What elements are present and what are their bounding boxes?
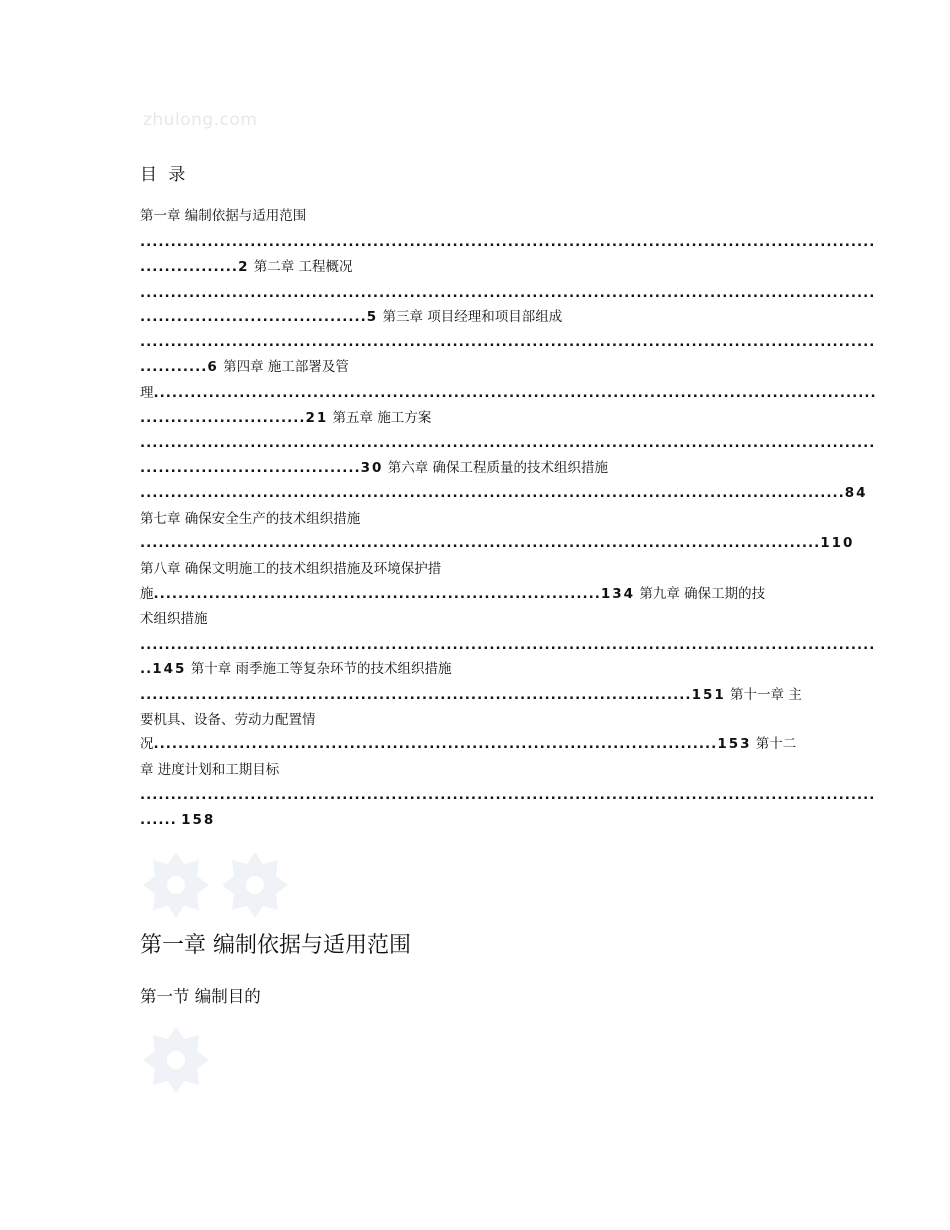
toc-dots: ........................................................................................................................ — [140, 334, 876, 350]
toc-line — [140, 433, 876, 453]
toc-line-text: 第十章 雨季施工等复杂环节的技术组织措施 — [186, 661, 452, 677]
toc-dots: ........................................................................................................................ — [140, 285, 876, 301]
toc-dots: ......................................................................... — [153, 586, 601, 602]
watermark-text: zhulong.com — [143, 110, 258, 130]
toc-dots: ........................................................................................................................ — [140, 637, 876, 653]
toc-page-number: 84 — [844, 485, 868, 501]
toc-line-text: 第八章 确保文明施工的技术组织措施及环境保护措 — [140, 561, 442, 577]
toc-line-pre: 况 — [140, 736, 154, 752]
toc-line-text: 第九章 确保工期的技 — [635, 586, 766, 602]
toc-page-number: 158 — [181, 812, 216, 828]
toc-line — [140, 332, 876, 352]
toc-line — [140, 283, 876, 303]
toc-dots: .......................................................................................... — [140, 687, 692, 703]
toc-line — [140, 206, 805, 226]
toc-line-text: 理 — [140, 385, 154, 401]
toc-line — [140, 760, 805, 780]
toc-line-pre: 施 — [140, 586, 154, 602]
toc-line-text: 第七章 确保安全生产的技术组织措施 — [140, 511, 361, 527]
toc-page-number: 2 — [238, 259, 250, 275]
toc-line-text: 要机具、设备、劳动力配置情 — [140, 712, 316, 728]
toc-line — [140, 635, 876, 655]
toc-line — [140, 734, 805, 754]
toc-page-number: 6 — [207, 359, 219, 375]
toc-line-text: 章 进度计划和工期目标 — [140, 762, 280, 778]
toc-dots: ........................................................................................................................ — [140, 234, 876, 250]
toc-line — [140, 785, 876, 805]
toc-line-text: 第五章 施工方案 — [328, 410, 432, 426]
gear-watermark-icon — [141, 850, 211, 920]
toc-line-text: 第二章 工程概况 — [249, 259, 353, 275]
toc-line — [140, 533, 855, 553]
toc-line-text: 第六章 确保工程质量的技术组织措施 — [383, 460, 609, 476]
toc-line — [140, 307, 805, 327]
toc-dots: ............................................................................................................... — [140, 535, 821, 551]
toc-line-text: 第四章 施工部署及管 — [218, 359, 349, 375]
toc-line — [140, 509, 805, 529]
toc-line — [140, 257, 805, 277]
toc-line — [140, 458, 805, 478]
toc-line — [140, 659, 805, 679]
toc-line — [140, 383, 877, 403]
toc-line-text: 第三章 项目经理和项目部组成 — [378, 309, 563, 325]
gear-watermark-icon — [220, 850, 290, 920]
toc-dots: ................ — [140, 259, 239, 275]
toc-line — [140, 357, 805, 377]
toc-title: 目 录 — [140, 165, 189, 185]
toc-dots: ........................................................................................................................ — [140, 787, 876, 803]
toc-dots: .................................... — [140, 460, 361, 476]
toc-dots: ...................................................................................................................... — [153, 385, 877, 401]
toc-line — [140, 483, 868, 503]
toc-dots: ...... — [140, 812, 177, 828]
toc-line — [140, 584, 805, 604]
toc-dots: ........................... — [140, 410, 306, 426]
toc-page-number: 21 — [305, 410, 329, 426]
toc-line — [140, 685, 805, 705]
toc-page-number: 145 — [152, 661, 187, 677]
section-heading: 第一节 编制目的 — [140, 987, 261, 1006]
gear-watermark-icon — [141, 1025, 211, 1095]
toc-line — [140, 609, 805, 629]
toc-line-text: 第十一章 主 — [725, 687, 802, 703]
toc-line — [140, 810, 805, 830]
toc-page-number: 110 — [820, 535, 855, 551]
toc-dots: ................................................................................................................... — [140, 485, 845, 501]
toc-page-number: 30 — [360, 460, 384, 476]
toc-dots: ............................................................................................ — [153, 736, 718, 752]
toc-dots: ..................................... — [140, 309, 367, 325]
toc-page-number: 134 — [600, 586, 636, 602]
toc-line-text: 术组织措施 — [140, 611, 208, 627]
toc-line — [140, 559, 805, 579]
toc-dots: .. — [140, 661, 153, 677]
toc-dots: ........... — [140, 359, 208, 375]
toc-line-text: 第一章 编制依据与适用范围 — [140, 208, 307, 224]
toc-page-number: 153 — [717, 736, 752, 752]
toc-line-text: 第十二 — [751, 736, 797, 752]
toc-dots: ........................................................................................................................ — [140, 435, 876, 451]
toc-page-number: 5 — [366, 309, 379, 325]
toc-line — [140, 710, 805, 730]
toc-line — [140, 232, 876, 252]
toc-line — [140, 408, 805, 428]
chapter-heading: 第一章 编制依据与适用范围 — [140, 933, 411, 958]
toc-page-number: 151 — [691, 687, 726, 703]
